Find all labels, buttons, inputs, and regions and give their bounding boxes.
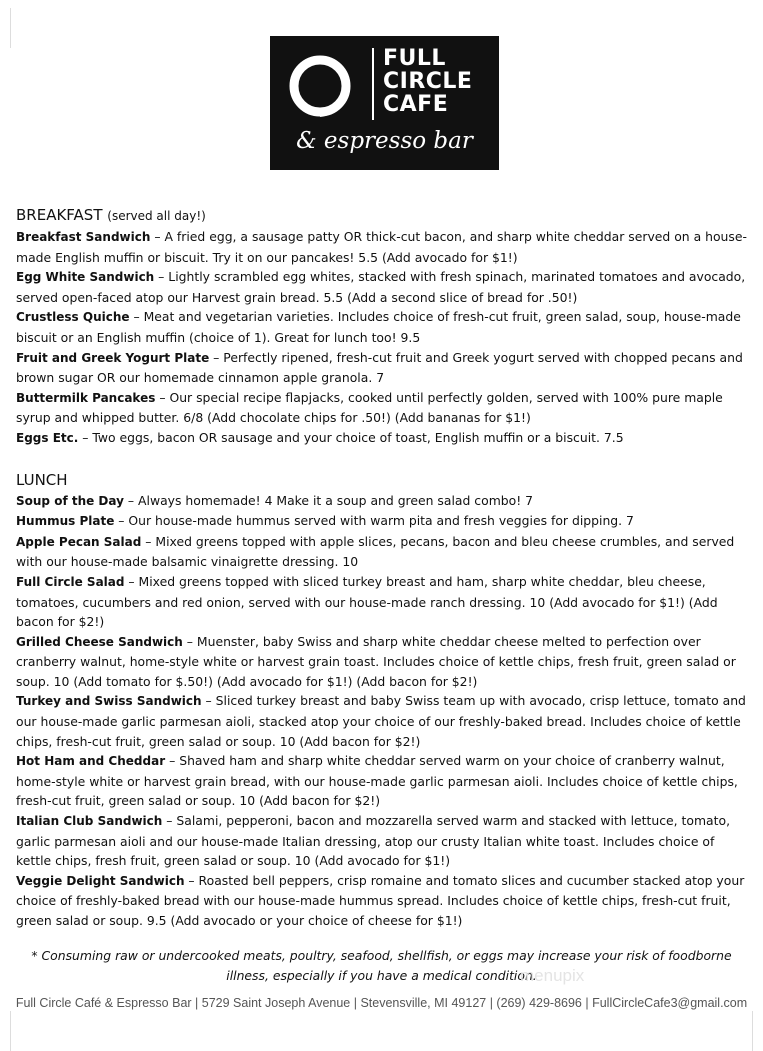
menu-item-description: – Sliced turkey breast and baby Swiss team up with avocado, crisp lettuce, tomato and our house-made garlic parmesan aioli, stacked atop your choice of our freshly-baked bread. Includes choice of kettle chips, fresh-cut fruit, green salad or soup. 10 (Add bacon for $2!) xyxy=(16,693,746,749)
logo-divider xyxy=(372,48,374,120)
menu-item xyxy=(16,267,750,307)
menu-item-name: Breakfast Sandwich xyxy=(16,230,151,244)
menu-item-name: Soup of the Day xyxy=(16,493,124,508)
menu-item-description: – Muenster, baby Swiss and sharp white cheddar cheese melted to perfection over cranberry walnut, home-style white or harvest grain toast. Includes choice of kettle chips, fresh fruit, green salad or soup. 10 (Add tomato for $.50!) (Add avocado for $1!) (Add bacon for $2!) xyxy=(16,633,736,689)
menu-item xyxy=(16,491,750,512)
logo-name: FULL CIRCLE CAFE xyxy=(383,46,473,117)
lunch-list xyxy=(16,491,750,931)
menu-item-description: – Meat and vegetarian varieties. Includes choice of fresh-cut fruit, green salad, soup, house-made biscuit or an English muffin (choice of 1). Great for lunch too! 9.5 xyxy=(16,309,741,345)
menu-item-name: Fruit and Greek Yogurt Plate xyxy=(16,350,210,365)
menu-item-description: – Always homemade! 4 Make it a soup and green salad combo! 7 xyxy=(123,492,534,508)
menu-item xyxy=(16,811,750,871)
menu-item-description: – Our special recipe flapjacks, cooked until perfectly golden, served with 100% pure maple syrup and whipped butter. 6/8 (Add chocolate chips for .50!) (Add bananas for $1!) xyxy=(16,389,723,426)
lunch-heading: LUNCH xyxy=(16,470,68,489)
menu-item-name: Veggie Delight Sandwich xyxy=(16,873,185,888)
cafe-logo xyxy=(270,36,499,170)
menu-item xyxy=(16,751,750,811)
menu-item-name: Apple Pecan Salad xyxy=(16,534,142,549)
menu-item-name: Turkey and Swiss Sandwich xyxy=(16,694,202,709)
menu-item-description: – Roasted bell peppers, crisp romaine and tomato slices and cucumber stacked atop your choice of freshly-baked bread with our house-made hummus spread. Includes choice of kettle chips, fresh-cut fruit, green salad or soup. 9.5 (Add avocado or your choice of cheese for $1!) xyxy=(16,872,745,928)
menu-item-description: – Lightly scrambled egg whites, stacked with fresh spinach, marinated tomatoes and avocado, served open-faced atop our Harvest grain bread. 5.5 (Add a second slice of bread for .50!) xyxy=(16,269,746,305)
menu-item xyxy=(16,388,750,428)
breakfast-heading: BREAKFAST (served all day!) xyxy=(16,206,206,224)
page-corner-mark xyxy=(752,1011,753,1051)
page-corner-mark xyxy=(10,1011,11,1051)
menu-item xyxy=(16,227,750,267)
menu-item-name: Crustless Quiche xyxy=(16,310,130,325)
menu-item xyxy=(16,532,750,572)
menu-item-name: Grilled Cheese Sandwich xyxy=(16,634,183,649)
menu-item-name: Egg White Sandwich xyxy=(16,270,155,285)
menu-item-name: Eggs Etc. xyxy=(16,430,79,445)
circle-logo-icon xyxy=(284,50,356,122)
menu-content xyxy=(16,204,750,931)
menu-item xyxy=(16,307,750,347)
menu-item-description: – Mixed greens topped with sliced turkey breast and ham, sharp white cheddar, bleu cheese, tomatoes, cucumbers and red onion, served with our house-made ranch dressing. 10 (Add avocado for $1!) (Add bacon for $2!) xyxy=(16,573,718,630)
menu-item xyxy=(16,428,750,449)
menu-item-name: Full Circle Salad xyxy=(16,574,125,589)
footer-contact: Full Circle Café & Espresso Bar | 5729 Saint Joseph Avenue | Stevensville, MI 49127 | (269) 429-8696 | FullCircleCafe3@gmail.com xyxy=(15,996,748,1010)
menu-item xyxy=(16,691,750,751)
menu-item xyxy=(16,632,750,692)
menu-item xyxy=(16,348,750,388)
menu-item-description: – Two eggs, bacon OR sausage and your choice of toast, English muffin or a biscuit. 7.5 xyxy=(78,429,624,445)
menu-item-name: Hot Ham and Cheddar xyxy=(16,754,166,769)
menu-item xyxy=(16,871,750,931)
menu-item-description: – Perfectly ripened, fresh-cut fruit and Greek yogurt served with chopped pecans and brown sugar OR our homemade cinnamon apple granola. 7 xyxy=(16,349,743,386)
menu-item-name: Italian Club Sandwich xyxy=(16,814,163,829)
menu-item xyxy=(16,511,750,532)
breakfast-list xyxy=(16,227,750,449)
menu-item-description: – Mixed greens topped with apple slices, pecans, bacon and bleu cheese crumbles, and served with our house-made balsamic vinaigrette dressing. 10 xyxy=(16,533,735,570)
watermark: menupix xyxy=(520,966,585,985)
menu-item-description: – Shaved ham and sharp white cheddar served warm on your choice of cranberry walnut, home-style white or harvest grain bread, with our house-made garlic parmesan aioli. Includes choice of kettle chips, fresh-cut fruit, green salad or soup. 10 (Add bacon for $2!) xyxy=(16,753,738,809)
menu-item-description: – Our house-made hummus served with warm pita and fresh veggies for dipping. 7 xyxy=(114,513,634,529)
logo-tagline: & espresso bar xyxy=(296,128,473,154)
menu-item-name: Hummus Plate xyxy=(16,514,115,529)
menu-item xyxy=(16,572,750,632)
food-safety-disclaimer: * Consuming raw or undercooked meats, poultry, seafood, shellfish, or eggs may increase your risk of foodborne illness, especially if you have a medical condition. xyxy=(31,948,732,983)
menu-item-name: Buttermilk Pancakes xyxy=(16,390,156,405)
menu-item-description: – A fried egg, a sausage patty OR thick-cut bacon, and sharp white cheddar served on a house-made English muffin or biscuit. Try it on our pancakes! 5.5 (Add avocado for $1!) xyxy=(16,229,747,265)
menu-item-description: – Salami, pepperoni, bacon and mozzarella served warm and stacked with lettuce, tomato, garlic parmesan aioli and our house-made Italian dressing, atop our crusty Italian white toast. Includes choice of kettle chips, fresh fruit, green salad or soup. 10 (Add avocado for $1!) xyxy=(16,813,731,869)
page-corner-mark xyxy=(10,8,11,48)
